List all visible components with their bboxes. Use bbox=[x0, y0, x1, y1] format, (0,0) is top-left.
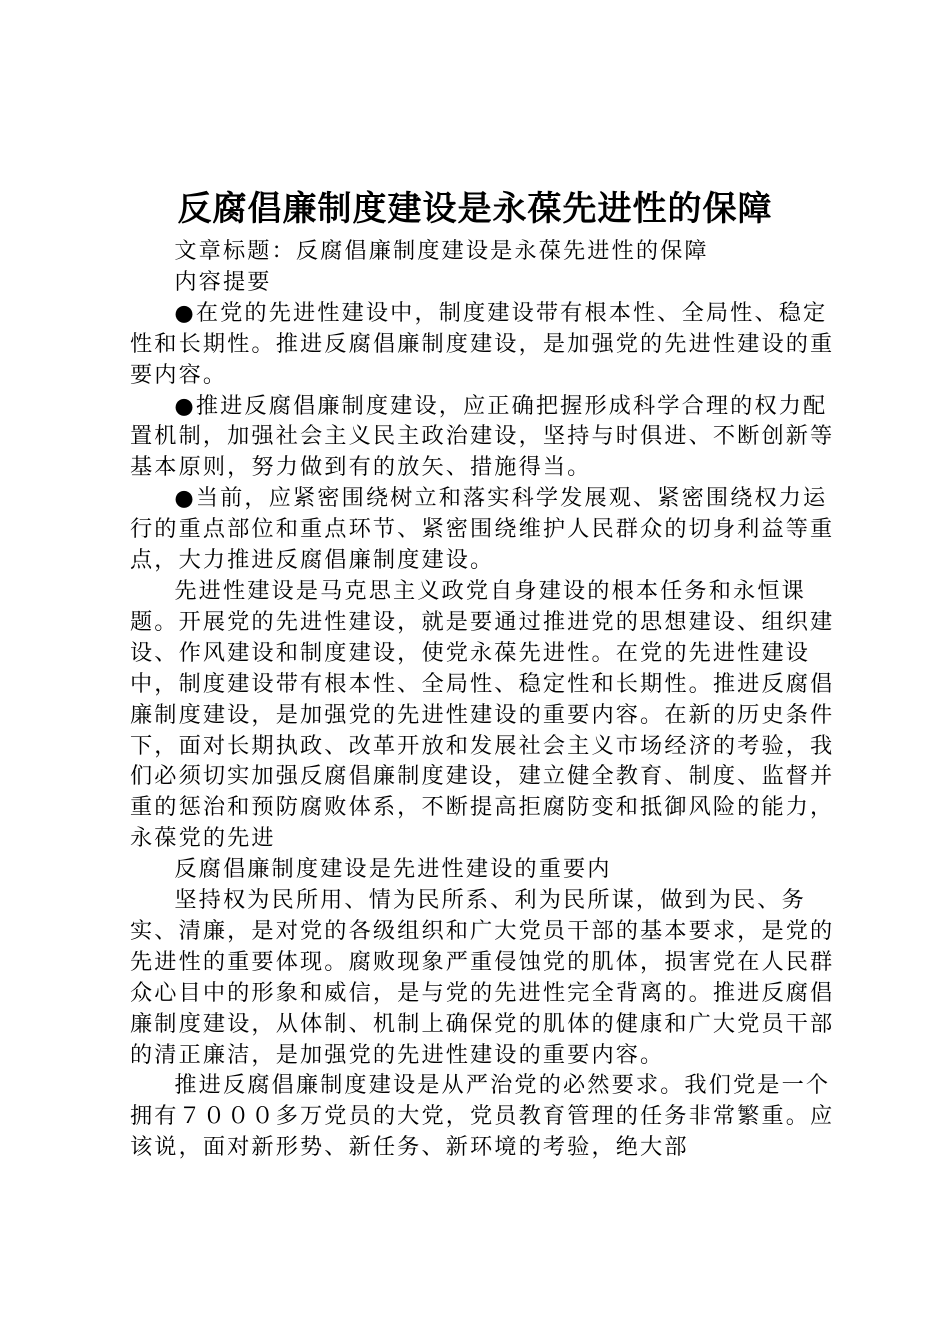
summary-point-2: ●推进反腐倡廉制度建设，应正确把握形成科学合理的权力配置机制，加强社会主义民主政治建设，坚持与时俱进、不断创新等基本原则，努力做到有的放矢、措施得当。 bbox=[130, 392, 835, 481]
document-body bbox=[130, 236, 842, 1163]
summary-point-3: ●当前，应紧密围绕树立和落实科学发展观、紧密围绕权力运行的重点部位和重点环节、紧密围绕维护人民群众的切身利益等重点，大力推进反腐倡廉制度建设。 bbox=[130, 485, 835, 574]
summary-heading: 内容提要 bbox=[174, 268, 272, 295]
summary-point-1: ●在党的先进性建设中，制度建设带有根本性、全局性、稳定性和长期性。推进反腐倡廉制度建设，是加强党的先进性建设的重要内容。 bbox=[130, 299, 835, 388]
body-paragraph-2: 坚持权为民所用、情为民所系、利为民所谋，做到为民、务实、清廉，是对党的各级组织和广大党员干部的基本要求，是党的先进性的重要体现。腐败现象严重侵蚀党的肌体，损害党在人民群众心目中的形象和威信，是与党的先进性完全背离的。推进反腐倡廉制度建设，从体制、机制上确保党的肌体的健康和广大党员干部的清正廉洁，是加强党的先进性建设的重要内容。 bbox=[130, 887, 835, 1068]
body-paragraph-1: 先进性建设是马克思主义政党自身建设的根本任务和永恒课题。开展党的先进性建设，就是要通过推进党的思想建设、组织建设、作风建设和制度建设，使党永葆先进性。在党的先进性建设中，制度建设带有根本性、全局性、稳定性和长期性。推进反腐倡廉制度建设，是加强党的先进性建设的重要内容。在新的历史条件下，面对长期执政、改革开放和发展社会主义市场经济的考验，我们必须切实加强反腐倡廉制度建设，建立健全教育、制度、监督并重的惩治和预防腐败体系，不断提高拒腐防变和抵御风险的能力，永葆党的先进 bbox=[130, 577, 835, 852]
body-paragraph-3: 推进反腐倡廉制度建设是从严治党的必然要求。我们党是一个拥有７０００多万党员的大党，党员教育管理的任务非常繁重。应该说，面对新形势、新任务、新环境的考验，绝大部 bbox=[130, 1072, 835, 1161]
document-title: 反腐倡廉制度建设是永葆先进性的保障 bbox=[177, 189, 773, 229]
section-heading: 反腐倡廉制度建设是先进性建设的重要内 bbox=[174, 856, 612, 883]
article-title-line: 文章标题：反腐倡廉制度建设是永葆先进性的保障 bbox=[174, 238, 709, 264]
